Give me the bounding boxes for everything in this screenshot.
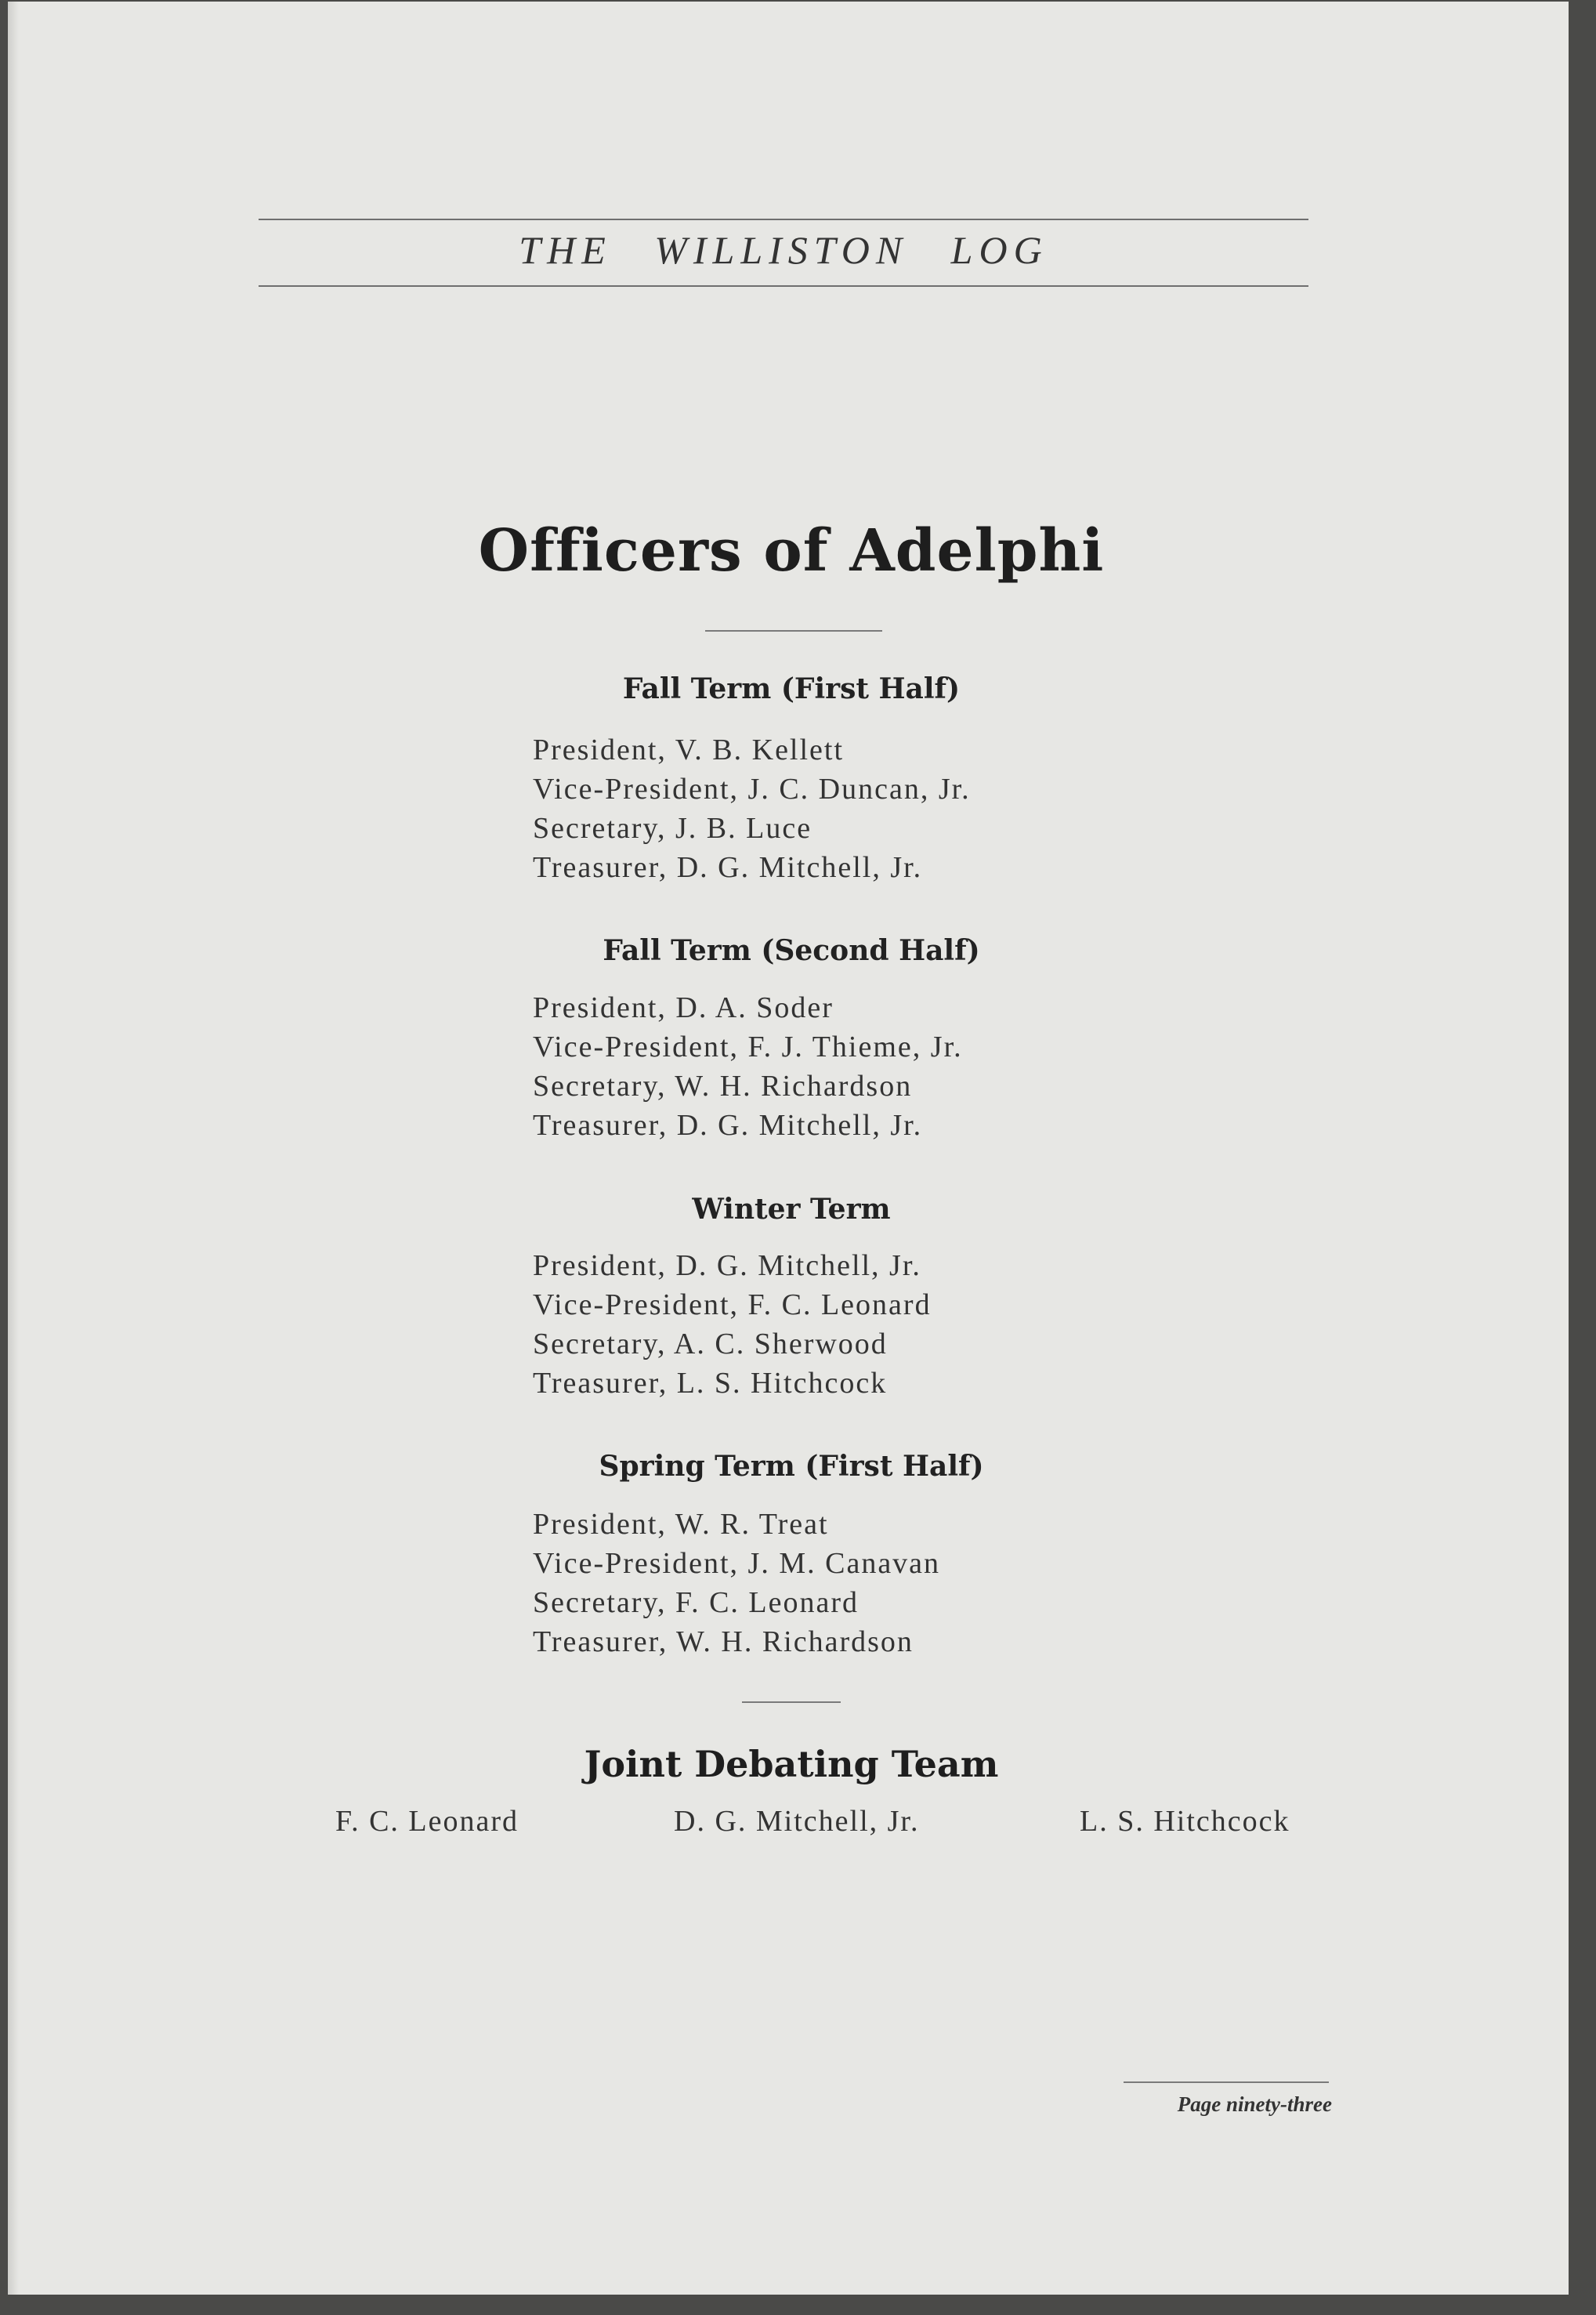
officer-list-fall-first-half [533,730,1160,887]
officer-entry: Secretary, F. C. Leonard [533,1586,860,1619]
officer-entry: Treasurer, D. G. Mitchell, Jr. [533,1109,923,1142]
officer-entry: Treasurer, L. S. Hitchcock [533,1367,888,1400]
debating-team-heading: Joint Debating Team [584,1743,999,1785]
officer-entry: Secretary, J. B. Luce [533,812,812,845]
section-heading-winter-term: Winter Term [692,1193,891,1226]
officer-entry: Treasurer, W. H. Richardson [533,1625,914,1658]
officer-entry: President, W. R. Treat [533,1508,829,1541]
section-heading-fall-first-half: Fall Term (First Half) [622,672,961,705]
page-spine-shadow [8,2,19,2295]
section-heading-spring-first-half: Spring Term (First Half) [599,1450,984,1483]
folio-rule [1124,2081,1329,2083]
officer-entry: Secretary, A. C. Sherwood [533,1328,888,1360]
officer-entry: Vice-President, J. C. Duncan, Jr. [533,773,971,806]
officer-entry: President, D. A. Soder [533,991,834,1024]
officer-list-winter-term [533,1246,1160,1403]
officer-list-fall-second-half [533,988,1160,1145]
debating-team-member: F. C. Leonard [335,1805,519,1838]
page-number: Page ninety-three [1177,2092,1332,2116]
officer-entry: President, D. G. Mitchell, Jr. [533,1249,921,1282]
officer-entry: President, V. B. Kellett [533,734,845,766]
officer-list-spring-first-half [533,1505,1160,1661]
header-rule-top [259,219,1308,220]
document-page [8,2,1569,2295]
officer-entry: Treasurer, D. G. Mitchell, Jr. [533,851,923,884]
debating-team-member: D. G. Mitchell, Jr. [674,1805,920,1838]
section-heading-fall-second-half: Fall Term (Second Half) [603,934,980,967]
header-rule-bottom [259,285,1308,287]
team-divider [742,1701,841,1703]
page-title: Officers of Adelphi [478,517,1105,585]
officer-entry: Secretary, W. H. Richardson [533,1070,913,1103]
title-divider [705,630,882,632]
debating-team-member: L. S. Hitchcock [1080,1805,1290,1838]
officer-entry: Vice-President, J. M. Canavan [533,1547,941,1580]
officer-entry: Vice-President, F. C. Leonard [533,1288,932,1321]
running-head: THE WILLISTON LOG [519,228,1048,272]
officer-entry: Vice-President, F. J. Thieme, Jr. [533,1031,963,1063]
